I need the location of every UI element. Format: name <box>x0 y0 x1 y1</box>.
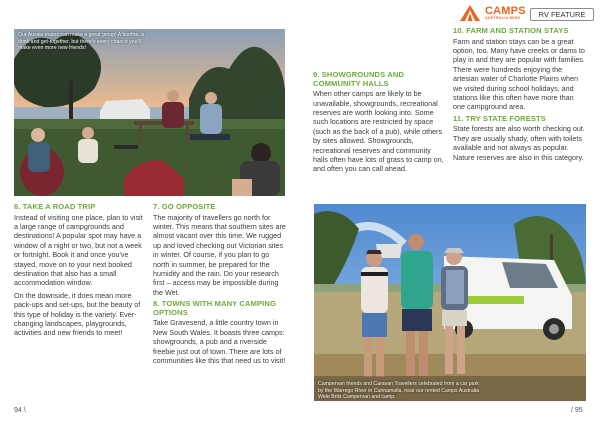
heading-farm: 10. FARM AND STATION STAYS <box>453 26 569 35</box>
heading-road-trip: 6. TAKE A ROAD TRIP <box>14 202 96 211</box>
paragraph-state-forests: State forests are also worth checking out. They are usually shady, often with toilets available and not always as popular. Nature reserves are also in this category. <box>453 124 585 162</box>
paragraph-farm: Farm and station stays can be a great option, too. Many have creeks or dams to play in and they are popular with families. There were hundreds enjoying the artesian water of Charlotte Plains when we visited during school holidays, and stations like this often have more than one campground area. <box>453 36 585 112</box>
heading-towns: 8. TOWNS WITH MANY CAMPING OPTIONS <box>153 299 276 317</box>
heading-go-opposite: 7. GO OPPOSITE <box>153 202 216 211</box>
brand-subtitle: AUSTRALIA WIDE <box>485 15 521 20</box>
page-number-left: 94 \ <box>14 407 26 414</box>
column-road-trip <box>14 203 146 341</box>
photo-travellers-campervan <box>314 204 586 401</box>
camps-logo-icon <box>458 4 482 22</box>
heading-state-forests: 11. TRY STATE FORESTS <box>453 113 546 123</box>
section-tag: RV FEATURE <box>530 8 594 21</box>
photo-right-caption: Campervan friends and Caravan Travellers celebrated from a car park by the Warrego River in Cunnamulla, near our rented Camps Australia Wide Britz Campervan and camp. <box>318 381 479 401</box>
paragraph-road-trip-1: Instead of visiting one place, plan to visit a large range of campgrounds and destinations! A popular spot may have a window of a night or two, but not a week or fortnight. Book it and once you've stayed, move on to your next booked destination that also has a small accommodation window. <box>14 212 143 288</box>
photo-left-caption: Our Aussie mates can make a great group! A bonfire, a drink and get-together, but there's every chance you'll make even more new friends! <box>18 32 145 52</box>
heading-showgrounds: 9. SHOWGROUNDS AND COMMUNITY HALLS <box>313 70 404 88</box>
paragraph-showgrounds: When other camps are likely to be unavailable, showgrounds, recreational reserves are worth looking into. Some such locations are restricted by space (such as the back of a pub), while others by sites allowed. Showgrounds, recreational reserves and community halls often have lots of grass to camp on, and often you can call ahead. <box>313 89 444 174</box>
column-go-opposite <box>153 203 286 368</box>
photo-campers-sunset <box>14 29 285 196</box>
paragraph-towns: Take Gravesend, a little country town in New South Wales. It boasts three camps: showgrounds, a pub and a riverside freebie just out of town. There are lots of communities like this that need us to visit! <box>153 318 286 366</box>
brand-name: CAMPS <box>485 4 526 17</box>
brand-text <box>485 6 526 21</box>
column-showgrounds <box>313 71 447 177</box>
paragraph-go-opposite: The majority of travellers go north for winter. This means that southern sites are almost vacant over this time. We rugged up and loved checking out Victorian sites in winter. Of course, if you plan to go north in summer, be prepared for the humidity and the rain. Do your research first – access may be impossible during the Wet. <box>153 212 286 297</box>
page-number-right: / 95 <box>571 407 583 414</box>
column-farm-forests <box>453 27 587 165</box>
brand <box>458 4 526 22</box>
paragraph-road-trip-2: On the downside, it does mean more pack-ups and set-ups, but the beauty of this type of holiday is the variety. Ever-changing landscapes, playgrounds, activities and new friends to meet! <box>14 290 141 338</box>
